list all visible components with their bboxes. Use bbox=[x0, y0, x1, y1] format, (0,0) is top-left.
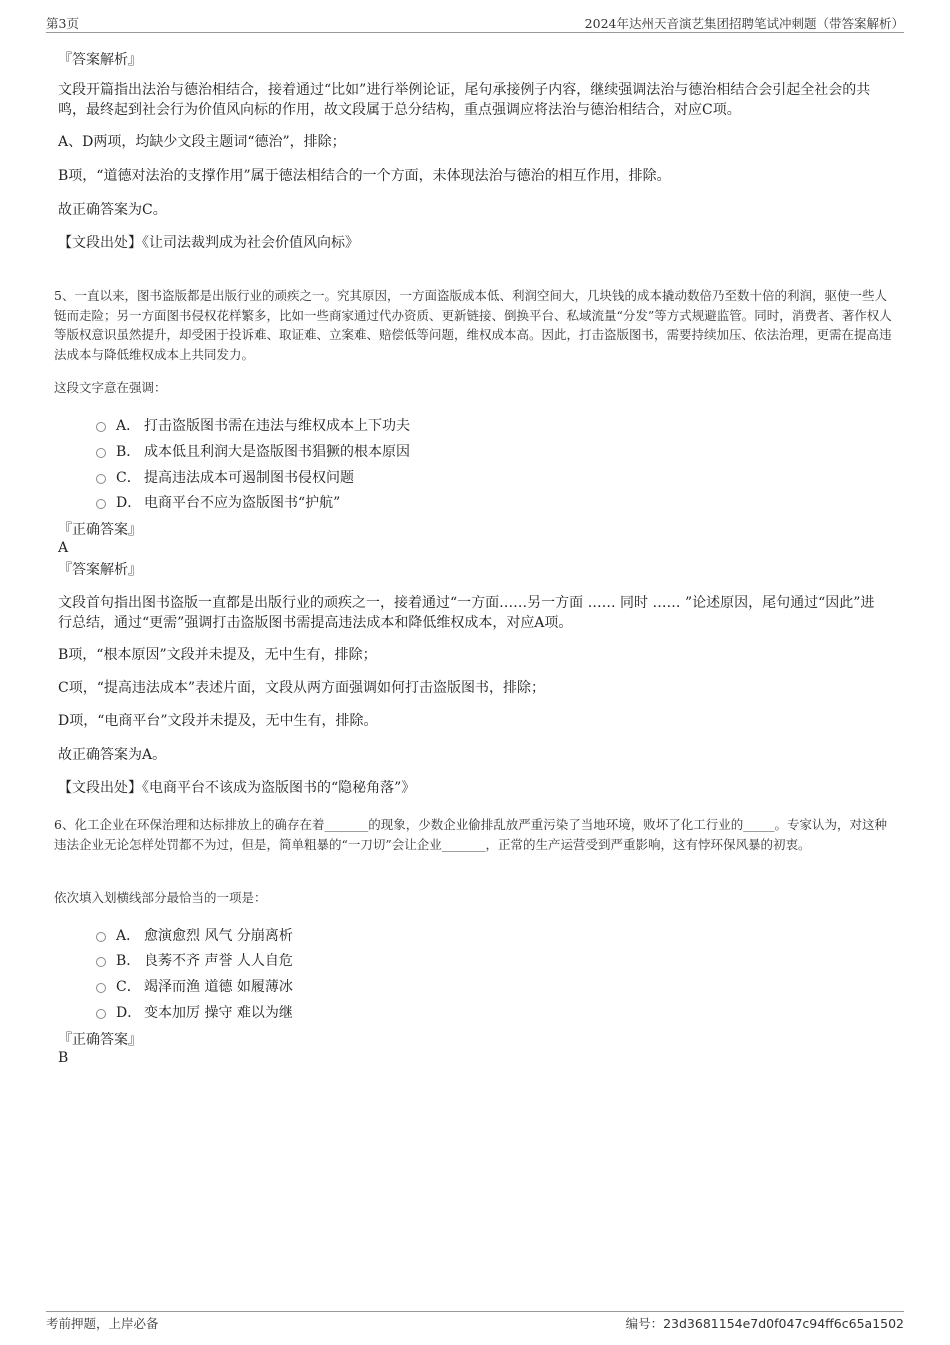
radio-icon[interactable] bbox=[96, 957, 106, 967]
q5-option-a[interactable] bbox=[96, 415, 410, 435]
q5-analysis-label: 『答案解析』 bbox=[58, 562, 142, 578]
q6-option-a[interactable] bbox=[96, 925, 293, 945]
footer-slogan: 考前押题，上岸必备 bbox=[46, 1316, 159, 1331]
q6-option-c[interactable] bbox=[96, 976, 293, 996]
option-text: 良莠不齐 声誉 人人自危 bbox=[144, 953, 293, 969]
option-letter: D． bbox=[116, 1005, 142, 1021]
q5-option-c[interactable] bbox=[96, 467, 354, 487]
radio-icon[interactable] bbox=[96, 1009, 106, 1019]
option-letter: B． bbox=[116, 953, 141, 969]
q5-option-b[interactable] bbox=[96, 441, 410, 461]
q6-stem: 6、化工企业在环保治理和达标排放上的确存在着_______的现象，少数企业偷排乱放严重污染了当地环境，败坏了化工行业的_____。专家认为，对这种违法企业无论怎样处罚都不为过，但是，简单粗暴的“一刀切”会让企业_______，正常的生产运营受到严重影响，这有悖环保风暴的初衷。 bbox=[54, 817, 887, 852]
radio-icon[interactable] bbox=[96, 448, 106, 458]
option-letter: B． bbox=[116, 444, 141, 460]
q4-analysis-label: 『答案解析』 bbox=[58, 52, 142, 68]
option-letter: C． bbox=[116, 979, 141, 995]
radio-icon[interactable] bbox=[96, 932, 106, 942]
q4-analysis-p2: A、D两项，均缺少文段主题词“德治”，排除； bbox=[58, 134, 346, 150]
q6-correct-label: 『正确答案』 bbox=[58, 1032, 142, 1048]
q6-option-d[interactable] bbox=[96, 1002, 293, 1022]
q5-correct-value: A bbox=[58, 540, 69, 556]
q6-correct-value: B bbox=[58, 1050, 69, 1066]
option-letter: A． bbox=[116, 928, 141, 944]
option-text: 电商平台不应为盗版图书“护航” bbox=[144, 495, 341, 511]
option-text: 竭泽而渔 道德 如履薄冰 bbox=[144, 979, 293, 995]
option-letter: A． bbox=[116, 418, 141, 434]
q5-analysis-p2: B项，“根本原因”文段并未提及，无中生有，排除； bbox=[58, 647, 377, 663]
q5-analysis-p4: D项，“电商平台”文段并未提及，无中生有，排除。 bbox=[58, 713, 378, 729]
q5-correct-label: 『正确答案』 bbox=[58, 522, 142, 538]
radio-icon[interactable] bbox=[96, 983, 106, 993]
option-text: 愈演愈烈 风气 分崩离析 bbox=[144, 928, 293, 944]
option-letter: D． bbox=[116, 495, 142, 511]
option-text: 打击盗版图书需在违法与维权成本上下功夫 bbox=[144, 418, 410, 434]
option-text: 变本加厉 操守 难以为继 bbox=[144, 1005, 293, 1021]
code-label: 编号： bbox=[625, 1316, 664, 1331]
q5-option-d[interactable] bbox=[96, 492, 340, 512]
q5-analysis-p3: C项，“提高违法成本”表述片面，文段从两方面强调如何打击盗版图书，排除； bbox=[58, 680, 546, 696]
radio-icon[interactable] bbox=[96, 422, 106, 432]
footer-divider bbox=[46, 1311, 904, 1312]
option-letter: C． bbox=[116, 470, 141, 486]
q5-analysis-p1: 文段首句指出图书盗版一直都是出版行业的顽疾之一，接着通过“一方面……另一方面 …… 同时 …… ”论述原因，尾句通过“因此”进行总结，通过“更需”强调打击盗版图书需提高违法成本和降低维权成本，对应A项。 bbox=[58, 595, 875, 631]
q4-analysis-p3: B项，“道德对法治的支撑作用”属于德法相结合的一个方面，未体现法治与德治的相互作用，排除。 bbox=[58, 168, 671, 184]
q5-analysis-p5: 故正确答案为A。 bbox=[58, 747, 167, 763]
radio-icon[interactable] bbox=[96, 499, 106, 509]
page-number: 第3页 bbox=[46, 16, 79, 31]
code-value: 23d3681154e7d0f047c94ff6c65a1502 bbox=[663, 1316, 904, 1331]
footer-code bbox=[626, 1314, 904, 1332]
header-divider bbox=[46, 32, 904, 33]
radio-icon[interactable] bbox=[96, 474, 106, 484]
document-title: 2024年达州天音演艺集团招聘笔试冲刺题（带答案解析） bbox=[584, 16, 904, 31]
q4-source: 【文段出处】《让司法裁判成为社会价值风向标》 bbox=[58, 235, 359, 251]
q5-prompt: 这段文字意在强调： bbox=[54, 380, 167, 395]
q6-option-b[interactable] bbox=[96, 950, 293, 970]
q5-source: 【文段出处】《电商平台不该成为盗版图书的“隐秘角落”》 bbox=[58, 780, 416, 796]
q5-stem: 5、一直以来，图书盗版都是出版行业的顽疾之一。究其原因，一方面盗版成本低、利润空间大，几块钱的成本撬动数倍乃至数十倍的利润，驱使一些人铤而走险；另一方面图书侵权花样繁多，比如一些商家通过代办资质、更新链接、倒换平台、私域流量“分发”等方式规避监管。同时，消费者、著作权人等版权意识虽然提升，却受困于投诉难、取证难、立案难、赔偿低等问题，维权成本高。因此，打击盗版图书，需要持续加压、依法治理，更需在提高违法成本与降低维权成本上共同发力。 bbox=[54, 288, 892, 362]
q6-prompt: 依次填入划横线部分最恰当的一项是： bbox=[54, 890, 267, 905]
option-text: 提高违法成本可遏制图书侵权问题 bbox=[144, 470, 354, 486]
q4-analysis-p1: 文段开篇指出法治与德治相结合，接着通过“比如”进行举例论证，尾句承接例子内容，继续强调法治与德治相结合会引起全社会的共鸣，最终起到社会行为价值风向标的作用，故文段属于总分结构，重点强调应将法治与德治相结合，对应C项。 bbox=[58, 82, 871, 118]
q4-analysis-p4: 故正确答案为C。 bbox=[58, 202, 167, 218]
option-text: 成本低且利润大是盗版图书猖獗的根本原因 bbox=[144, 444, 410, 460]
